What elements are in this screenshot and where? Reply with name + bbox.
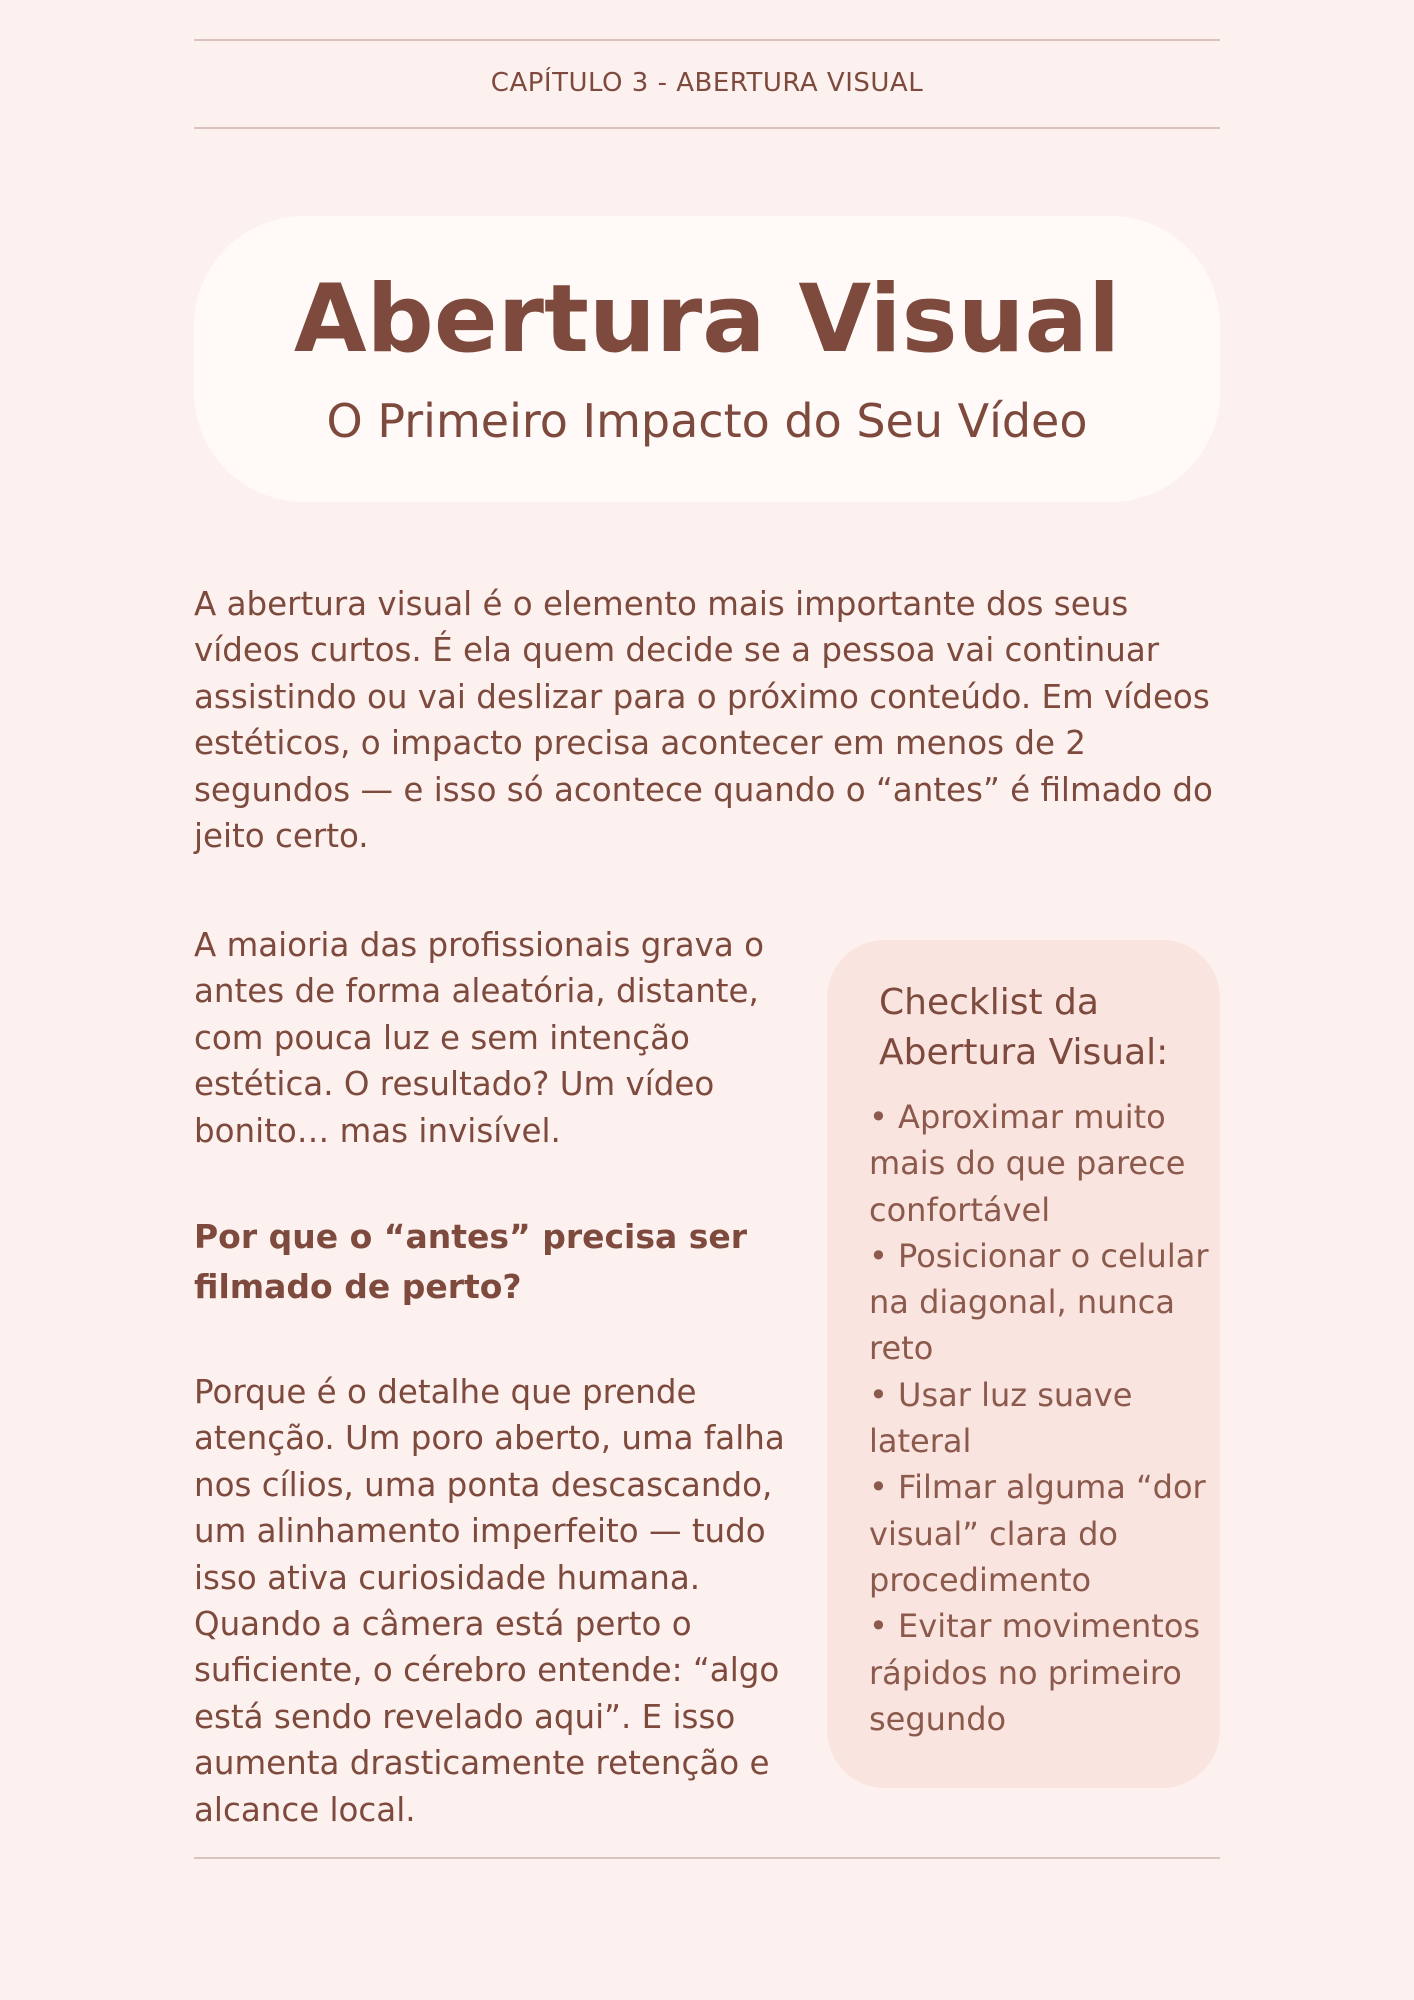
header-rule <box>194 127 1220 129</box>
title-card <box>194 216 1220 502</box>
checklist-title: Checklist da Abertura Visual: <box>879 982 1169 1073</box>
body-paragraph-3: Porque é o detalhe que prende atenção. Um poro aberto, uma falha nos cílios, uma ponta descascando, um alinhamento imperfeito — tudo isso ativa curiosidade humana. Quando a câmera está perto o suficiente, o cérebro entende: “algo está sendo revelado aqui”. E isso aumenta drasticamente retenção e alcance local. <box>194 1373 785 1829</box>
page-title: Abertura Visual <box>293 265 1121 374</box>
page-subtitle: O Primeiro Impacto do Seu Vídeo <box>326 394 1088 448</box>
checklist-item: • Posicionar o celular na diagonal, nunca reto <box>869 1233 1219 1372</box>
top-rule <box>194 39 1220 41</box>
checklist-box <box>827 940 1220 1788</box>
chapter-header: CAPÍTULO 3 - ABERTURA VISUAL <box>490 68 924 98</box>
section-heading: Por que o “antes” precisa ser filmado de perto? <box>194 1217 748 1306</box>
checklist-item: • Evitar movimentos rápidos no primeiro segundo <box>869 1603 1219 1742</box>
intro-paragraph: A abertura visual é o elemento mais importante dos seus vídeos curtos. É ela quem decide se a pessoa vai continuar assistindo ou vai deslizar para o próximo conteúdo. Em vídeos estéticos, o impacto precisa acontecer em menos de 2 segundos — e isso só acontece quando o “antes” é filmado do jeito certo. <box>194 585 1213 856</box>
checklist-item: • Aproximar muito mais do que parece confortável <box>869 1094 1219 1233</box>
checklist-item: • Filmar alguma “dor visual” clara do procedimento <box>869 1464 1219 1603</box>
footer-rule <box>194 1857 1220 1859</box>
checklist-item: • Usar luz suave lateral <box>869 1372 1219 1465</box>
body-paragraph-2: A maioria das profissionais grava o antes de forma aleatória, distante, com pouca luz e sem intenção estética. O resultado? Um vídeo bonito… mas invisível. <box>194 926 764 1150</box>
checklist-items <box>869 1094 1219 1742</box>
